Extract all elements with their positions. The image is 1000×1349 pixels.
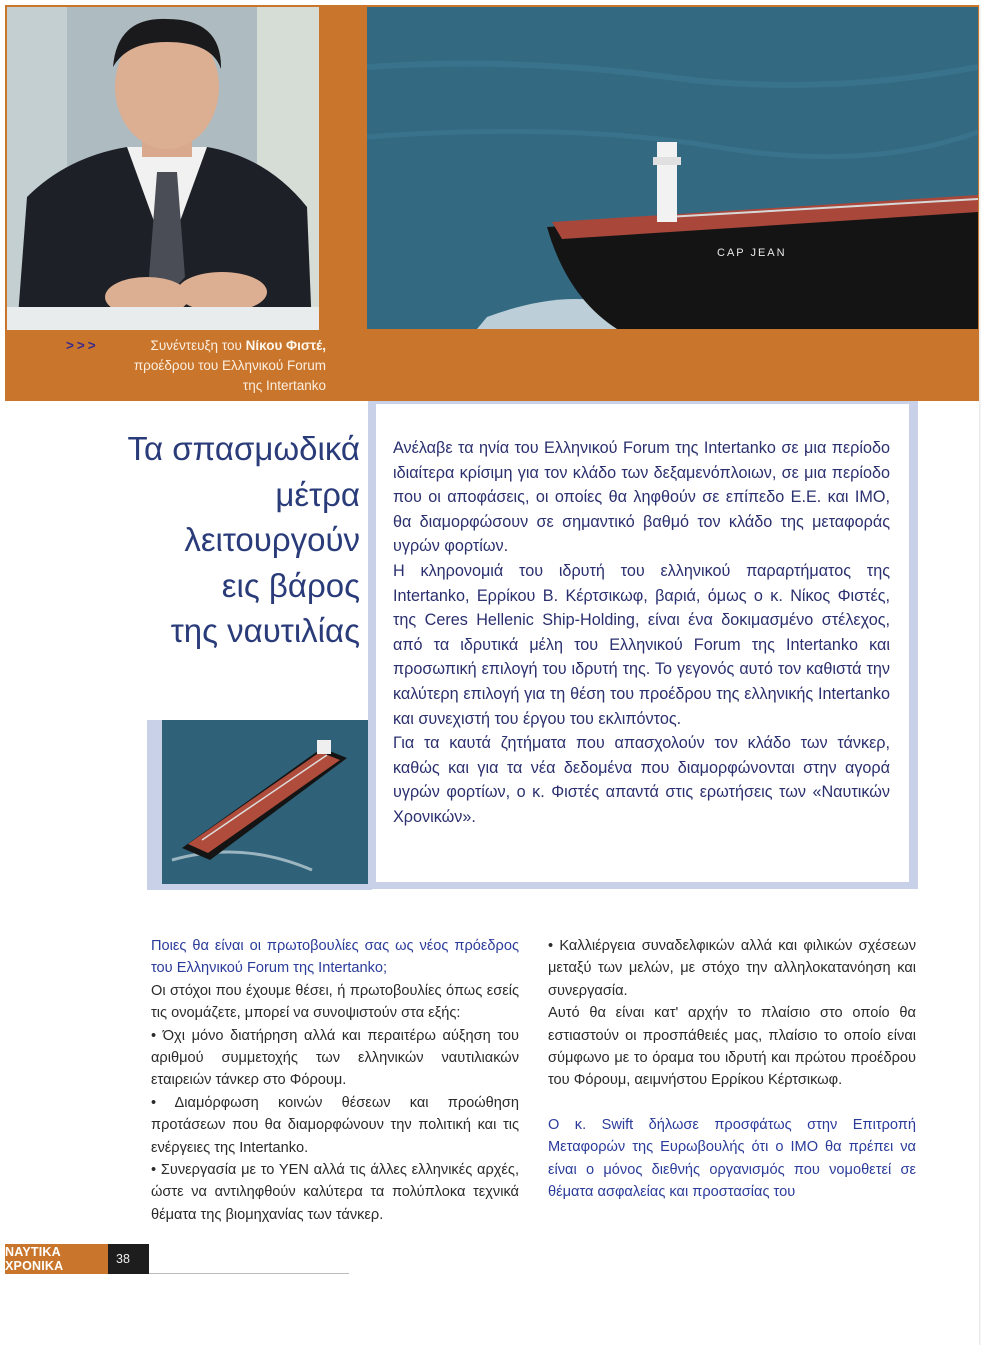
magazine-brand: ΝΑΥΤΙΚΑ ΧΡΟΝΙΚΑ	[5, 1244, 108, 1274]
caption-line1-prefix: Συνέντευξη του	[150, 338, 242, 353]
body-paragraph: Αυτό θα είναι κατ' αρχήν το πλαίσιο στο οποίο θα εστιαστούν οι προσπάθειές μας, πλαίσιο το οποίο είναι σύμφωνο με το όραμα του ιδρυτή και πρώτου προέδρου του Φόρουμ, αειμνήστου Ερρίκου Κέρτσικωφ.	[548, 1005, 916, 1089]
small-tanker-photo	[162, 720, 372, 884]
caption-line3: της Intertanko	[242, 378, 326, 393]
body-column-right	[548, 935, 916, 1203]
intro-text	[393, 436, 890, 830]
headline-line: λειτουργούν	[184, 521, 360, 558]
portrait-illustration	[7, 7, 319, 330]
page-number: 38	[108, 1244, 149, 1274]
photo-caption	[60, 336, 326, 396]
ship-name-label: CAP JEAN	[717, 247, 787, 259]
body-bullet: • Καλλιέργεια συναδελφικών αλλά και φιλικών σχέσεων μεταξύ των μελών, με στόχο την αλληλοκατανόηση και συνεργασία.	[548, 938, 916, 999]
interview-question: Ποιες θα είναι οι πρωτοβουλίες σας ως νέος πρόεδρος του Ελληνικού Forum της Intertanko;	[151, 938, 519, 977]
body-bullet: • Όχι μόνο διατήρηση αλλά και περαιτέρω αύξηση του αριθμού συμμετοχής των ελληνικών ναυτιλιακών εταιρειών τάνκερ στο Φόρουμ.	[151, 1027, 519, 1089]
intro-paragraph: Η κληρονομιά του ιδρυτή του ελληνικού παραρτήματος της Intertanko, Ερρίκου Β. Κέρτσικωφ, βαριά, όμως ο κ. Νίκος Φιστές, της Ceres Hellenic Ship-Holding, είναι ένα δοκιμασμένο στέλεχος, από τα ιδρυτικά μέλη του Ελληνικού Forum της Intertanko και προσωπική επιλογή του ιδρυτή της. Το γεγονός αυτό τον καθιστά την καλύτερη επιλογή για τη θέση του προέδρου της ελληνικής Intertanko και συνεχιστή του έργου του εκλιπόντος.	[393, 561, 890, 728]
small-tanker-illustration	[162, 720, 372, 884]
caption-arrows: >>>	[66, 338, 99, 353]
body-bullet: • Διαμόρφωση κοινών θέσεων και προώθηση προτάσεων που θα διαμορφώνουν την πολιτική και τις ενέργειες της Intertanko.	[151, 1094, 519, 1156]
article-headline	[110, 426, 360, 654]
headline-line: εις βάρος	[221, 566, 360, 604]
tanker-illustration	[367, 7, 978, 329]
small-tanker-photo-frame	[147, 720, 372, 890]
tanker-photo	[367, 7, 978, 329]
page-edge-shadow	[979, 5, 981, 1345]
intro-paragraph: Για τα καυτά ζητήματα που απασχολούν τον κλάδο των τάνκερ, καθώς και για τα νέα δεδομένα που διαμορφώνονται στην αγορά υγρών φορτίων, ο κ. Φιστές απαντά στις ερωτήσεις των «Ναυτικών Χρονικών».	[393, 734, 890, 826]
headline-line: μέτρα	[275, 475, 360, 513]
portrait-photo	[7, 7, 319, 330]
body-column-left	[151, 935, 519, 1226]
headline-line: Τα σπασμωδικά	[127, 430, 360, 467]
page-footer	[5, 1244, 149, 1274]
interview-question: Ο κ. Swift δήλωσε προσφάτως στην Επιτροπή Μεταφορών της Ευρωβουλής ότι ο ΙΜΟ θα πρέπει να είναι ο μόνος διεθνής οργανισμός που νομοθετεί σε θέματα ασφαλείας και προστασίας του	[548, 1116, 916, 1201]
headline-line: της ναυτιλίας	[170, 612, 360, 649]
caption-line2: προέδρου του Ελληνικού Forum	[133, 358, 326, 373]
caption-interviewee-name: Νίκου Φιστέ,	[245, 338, 326, 353]
body-bullet: • Συνεργασία με το ΥΕΝ αλλά τις άλλες ελληνικές αρχές, ώστε να αντιληφθούν καλύτερα τα πολύπλοκα τεχνικά θέματα της βιομηχανίας των τάνκερ.	[151, 1162, 519, 1223]
intro-paragraph: Ανέλαβε τα ηνία του Ελληνικού Forum της Intertanko σε μια περίοδο ιδιαίτερα κρίσιμη για τον κλάδο των δεξαμενόπλοιων, σε μια περίοδο που οι αποφάσεις, οι οποίες θα ληφθούν σε επίπεδο Ε.Ε. και ΙΜΟ, θα διαμορφώσουν σε σημαντικό βαθμό τον κλάδο της μεταφοράς υγρών φορτίων.	[393, 439, 890, 556]
paragraph-gap	[548, 1092, 916, 1114]
footer-rule	[149, 1273, 349, 1274]
body-paragraph: Οι στόχοι που έχουμε θέσει, ή πρωτοβουλίες όπως εσείς τις ονομάζετε, μπορεί να συνοψιστούν στα εξής:	[151, 982, 519, 1022]
